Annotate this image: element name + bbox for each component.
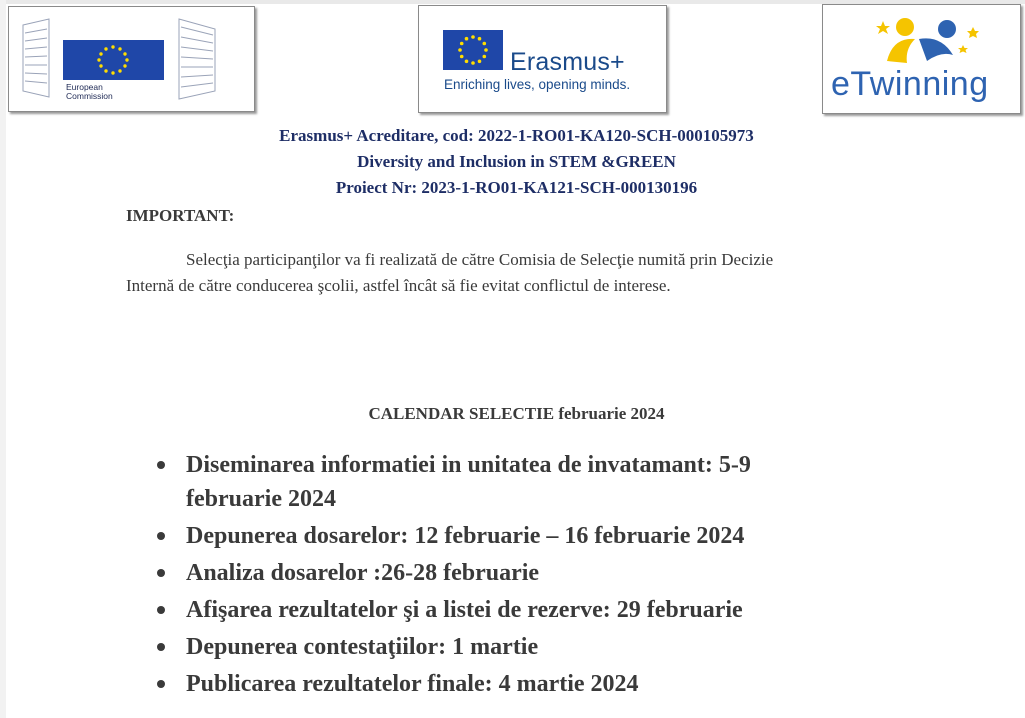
calendar-item-text: Publicarea rezultatelor finale: 4 martie 2024 bbox=[186, 671, 639, 697]
list-item bbox=[155, 448, 866, 516]
calendar-item-text-cont: februarie 2024 bbox=[186, 486, 336, 512]
bullet-icon bbox=[157, 461, 165, 469]
etwinning-figures-icon bbox=[823, 5, 1018, 67]
etwinning-logo bbox=[822, 4, 1021, 114]
list-item bbox=[155, 630, 866, 664]
calendar-list bbox=[155, 448, 866, 701]
erasmus-logo-name: Erasmus+ bbox=[510, 48, 625, 76]
calendar-item-text: Afişarea rezultatelor şi a listei de rezerve: 29 februarie bbox=[186, 597, 743, 623]
ec-logo-line1: European bbox=[66, 82, 103, 92]
accreditation-code: Erasmus+ Acreditare, cod: 2022-1-RO01-KA120-SCH-000105973 bbox=[279, 126, 754, 145]
list-item bbox=[155, 593, 866, 627]
erasmus-logo-tagline: Enriching lives, opening minds. bbox=[444, 77, 631, 92]
bullet-icon bbox=[157, 643, 165, 651]
calendar-item-text: Depunerea contestaţiilor: 1 martie bbox=[186, 634, 539, 660]
selection-paragraph-line1: Selecţia participanţilor va fi realizată de către Comisia de Selecţie numită prin Decizie bbox=[186, 250, 774, 269]
calendar-item-text: Analiza dosarelor :26-28 februarie bbox=[186, 560, 540, 586]
list-item bbox=[155, 519, 866, 553]
list-item bbox=[155, 556, 866, 590]
page-edge-left bbox=[0, 0, 6, 718]
european-commission-logo bbox=[8, 6, 255, 112]
project-number: Proiect Nr: 2023-1-RO01-KA121-SCH-000130196 bbox=[335, 178, 698, 197]
calendar-item-text: Diseminarea informatiei in unitatea de invatamant: 5-9 bbox=[186, 452, 751, 478]
important-label: IMPORTANT: bbox=[126, 206, 235, 225]
bullet-icon bbox=[157, 680, 165, 688]
selection-paragraph-line2: Internă de către conducerea şcolii, astfel încât să fie evitat conflictul de interese. bbox=[126, 276, 671, 295]
bullet-icon bbox=[157, 606, 165, 614]
european-commission-emblem-icon bbox=[9, 7, 254, 111]
eu-flag-icon bbox=[443, 30, 503, 80]
ec-logo-line2: Commission bbox=[66, 91, 113, 101]
erasmus-plus-logo bbox=[418, 5, 667, 113]
bullet-icon bbox=[157, 532, 165, 540]
etwinning-logo-name: eTwinning bbox=[831, 65, 989, 103]
calendar-item-text: Depunerea dosarelor: 12 februarie – 16 februarie 2024 bbox=[186, 523, 745, 549]
project-title: Diversity and Inclusion in STEM &GREEN bbox=[357, 152, 676, 171]
bullet-icon bbox=[157, 569, 165, 577]
calendar-title: CALENDAR SELECTIE februarie 2024 bbox=[368, 404, 665, 423]
list-item bbox=[155, 667, 866, 701]
